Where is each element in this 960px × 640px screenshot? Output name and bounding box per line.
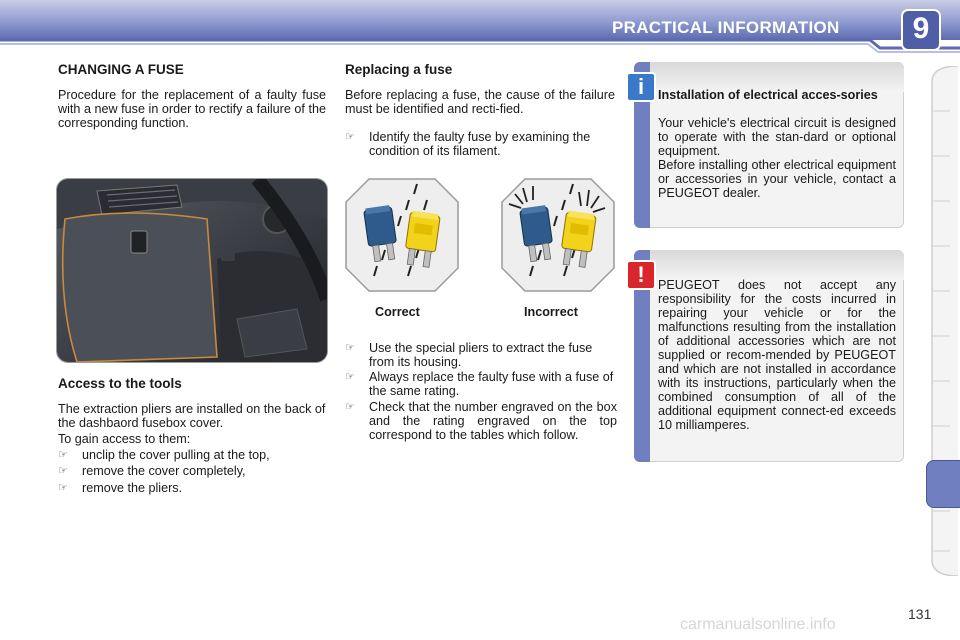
pointing-hand-icon: ☞ bbox=[345, 401, 355, 413]
access-tools-intro: To gain access to them: bbox=[58, 432, 191, 446]
pointing-hand-icon: ☞ bbox=[58, 482, 68, 494]
list-item: ☞ remove the pliers. bbox=[58, 481, 183, 495]
list-item: ☞ Identify the faulty fuse by examining the condition of its filament. bbox=[345, 130, 591, 158]
list-item: ☞ Always replace the faulty fuse with a fuse of the same rating. bbox=[345, 370, 614, 398]
list-item: ☞ unclip the cover pulling at the top, bbox=[58, 448, 270, 462]
access-tools-heading: Access to the tools bbox=[58, 376, 182, 391]
fuse-correct-illustration bbox=[345, 178, 459, 292]
chapter-number: 9 bbox=[912, 12, 930, 45]
pointing-hand-icon: ☞ bbox=[345, 371, 355, 383]
dashboard-fusebox-illustration bbox=[56, 178, 328, 363]
info-text: Your vehicle's electrical circuit is designed to operate with the stan-dard or optional equipment. bbox=[658, 116, 896, 158]
fuse-incorrect-illustration bbox=[501, 178, 615, 292]
pointing-hand-icon: ☞ bbox=[58, 465, 68, 477]
pointing-hand-icon: ☞ bbox=[58, 449, 68, 461]
warning-box bbox=[634, 250, 904, 462]
info-text-2: Before installing other electrical equipment or accessories in your vehicle, contact a PEUGEOT dealer. bbox=[658, 158, 896, 200]
replacing-fuse-intro: Before replacing a fuse, the cause of the failure must be identified and recti-fied. bbox=[345, 88, 615, 116]
info-box bbox=[634, 62, 904, 228]
fuse-incorrect-label: Incorrect bbox=[524, 305, 578, 319]
replacing-fuse-heading: Replacing a fuse bbox=[345, 62, 453, 77]
list-item: ☞ Use the special pliers to extract the fuse from its housing. bbox=[345, 341, 593, 369]
warning-text: PEUGEOT does not accept any responsibility for the costs incurred in repairing your vehicle or for the malfunctions resulting from the installation of additional accessories which are not supplied or recom-mended by PEUGEOT and which are not installed in accordance with its instructions, particularly when the combined consumption of all of the additional equipment connect-ed exceeds 10 milliamperes. bbox=[658, 278, 896, 432]
info-title: Installation of electrical acces-sories bbox=[658, 88, 878, 102]
page-number: 131 bbox=[908, 606, 932, 622]
pointing-hand-icon: ☞ bbox=[345, 131, 355, 143]
watermark: carmanualsonline.info bbox=[680, 616, 836, 633]
changing-fuse-heading: CHANGING A FUSE bbox=[58, 62, 184, 77]
fuse-correct-label: Correct bbox=[375, 305, 420, 319]
chapter-tab-active[interactable] bbox=[926, 460, 960, 508]
section-title: PRACTICAL INFORMATION bbox=[612, 18, 840, 37]
warning-icon: ! bbox=[626, 260, 656, 290]
info-icon: i bbox=[626, 72, 656, 102]
access-tools-text: The extraction pliers are installed on the back of the dashbaord fusebox cover. bbox=[58, 402, 326, 430]
pointing-hand-icon: ☞ bbox=[345, 342, 355, 354]
list-item: ☞ Check that the number engraved on the box and the rating engraved on the top correspond to the tables which follow. bbox=[345, 400, 617, 442]
list-item: ☞ remove the cover completely, bbox=[58, 464, 246, 478]
header-banner bbox=[0, 0, 960, 58]
changing-fuse-intro: Procedure for the replacement of a faulty fuse with a new fuse in order to rectify a failure of the corresponding function. bbox=[58, 88, 326, 130]
